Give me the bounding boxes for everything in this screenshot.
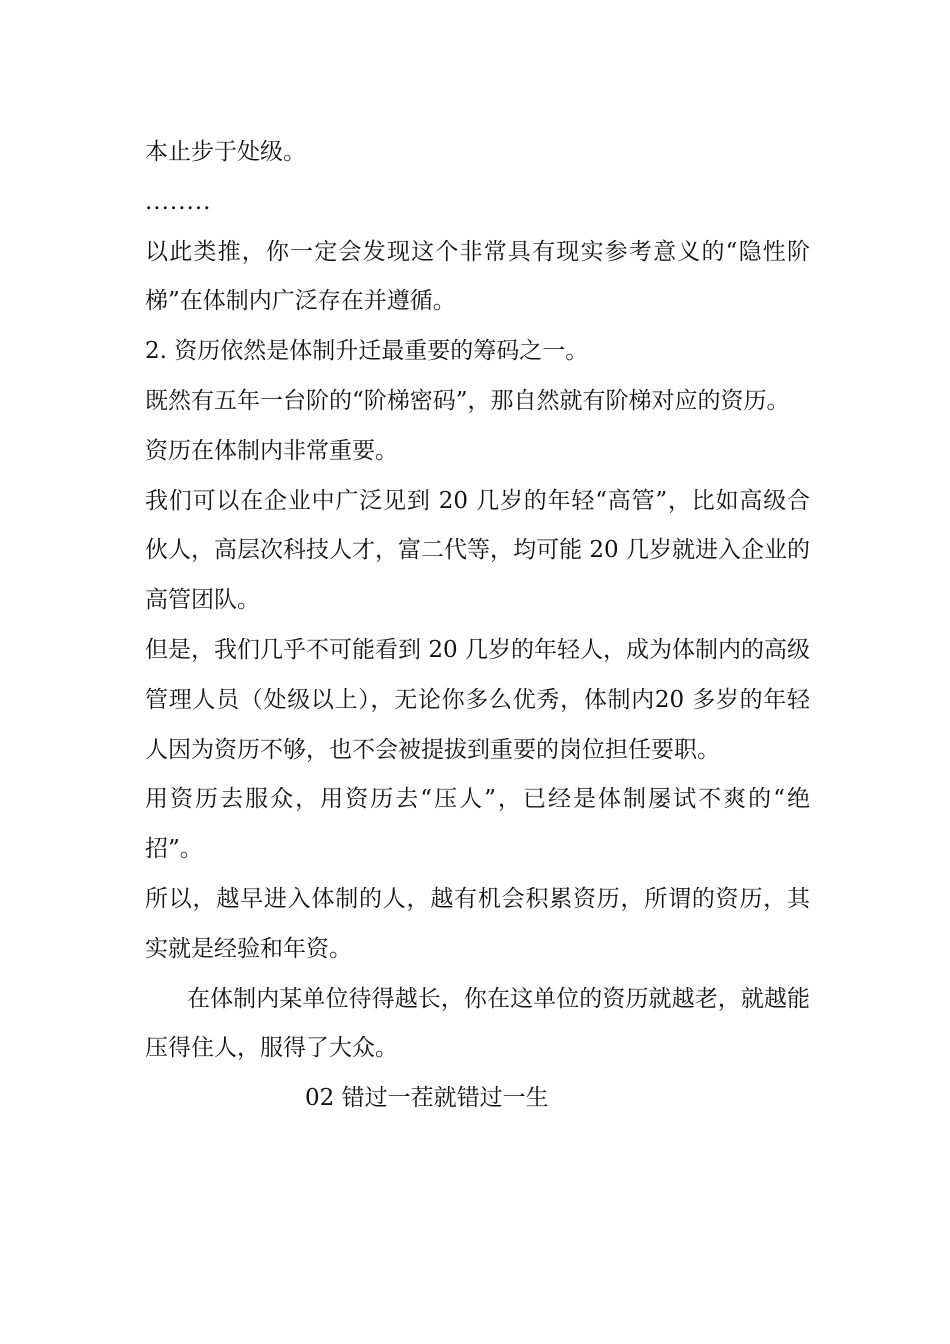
section-heading: 02 错过一茬就错过一生 xyxy=(305,1085,549,1112)
paragraph: 本止步于处级。 xyxy=(145,139,306,165)
paragraph: 我们可以在企业中广泛见到 20 几岁的年轻“高管”，比如高级合伙人，高层次科技人才，富二代等，均可能 20 几岁就进入企业的高管团队。 xyxy=(145,487,810,614)
paragraph: 以此类推，你一定会发现这个非常具有现实参考意义的“隐性阶梯”在体制内广泛存在并遵循。 xyxy=(145,238,810,315)
document-body xyxy=(145,128,810,1124)
ellipsis-line: ........ xyxy=(145,188,212,215)
indented-paragraph: 在体制内某单位待得越长，你在这单位的资历就越老，就越能压得住人，服得了大众。 xyxy=(145,985,810,1062)
paragraph: 用资历去服众，用资历去“压人”，已经是体制屡试不爽的“绝招”。 xyxy=(145,786,810,863)
paragraph: 但是，我们几乎不可能看到 20 几岁的年轻人，成为体制内的高级管理人员（处级以上），无论你多么优秀，体制内20 多岁的年轻人因为资历不够，也不会被提拔到重要的岗位担任要职。 xyxy=(145,636,810,763)
paragraph: 资历在体制内非常重要。 xyxy=(145,437,398,464)
paragraph: 既然有五年一台阶的“阶梯密码”，那自然就有阶梯对应的资历。 xyxy=(145,387,790,414)
numbered-point: 2. 资历依然是体制升迁最重要的筹码之一。 xyxy=(145,338,589,365)
paragraph: 所以，越早进入体制的人，越有机会积累资历，所谓的资历，其实就是经验和年资。 xyxy=(145,885,810,962)
